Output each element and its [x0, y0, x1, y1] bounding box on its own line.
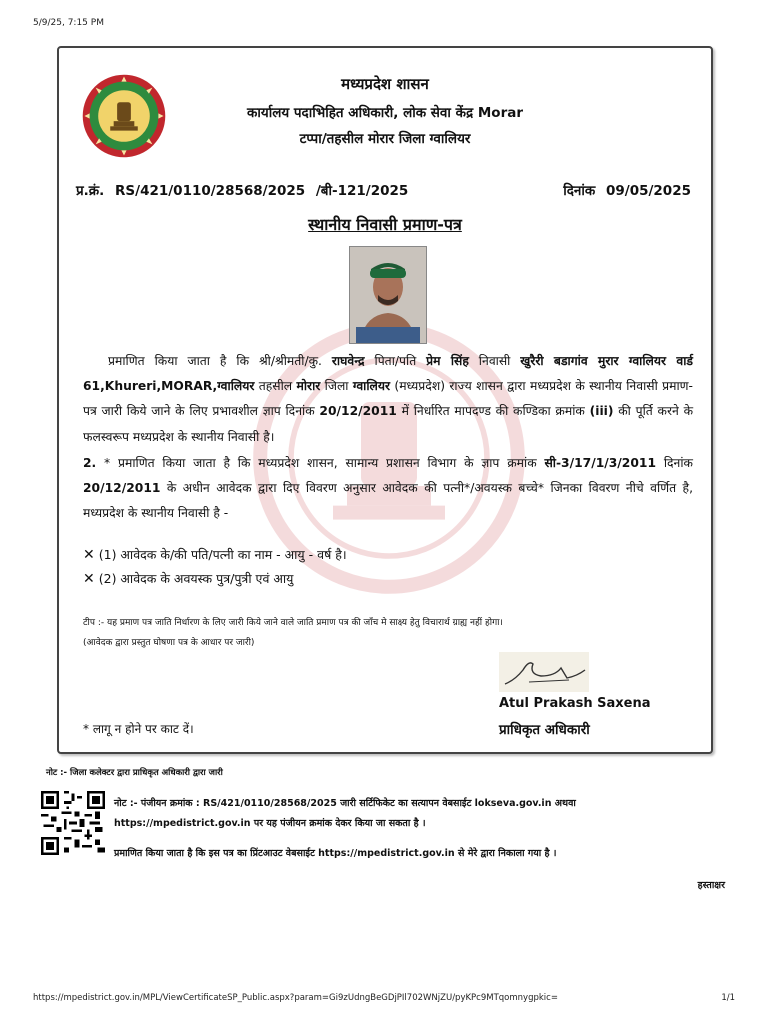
page-url: https://mpedistrict.gov.in/MPL/ViewCertificateSP_Public.aspx?param=Gi9zUdngBeGDjPIl702WNjZU/pyKPc9MTqomnygpkic= — [33, 993, 558, 1003]
p1-text: पिता/पति — [364, 354, 427, 368]
tehsil-district-line: टप्पा/तहसील मोरार जिला ग्वालियर — [299, 131, 471, 147]
memo-date: 20/12/2011 — [319, 404, 397, 419]
signer-role: प्राधिकृत अधिकारी — [499, 722, 590, 738]
strike-through-note: * लागू न होने पर काट दें। — [83, 722, 194, 736]
print-datetime: 5/9/25, 7:15 PM — [33, 18, 104, 28]
tip-note: टीप :- यह प्रमाण पत्र जाति निर्धारण के लिए जारी किये जाने वाले जाति प्रमाण पत्र की जाँच मे साक्ष्य हेतु विचारार्थ ग्राह्य नहीं होगा। — [83, 618, 503, 628]
applicant-photo — [349, 246, 427, 344]
p2-text: * प्रमाणित किया जाता है कि मध्यप्रदेश शासन, सामान्य प्रशासन विभाग के ज्ञाप क्रमांक — [96, 456, 545, 470]
p1-text: प्रमाणित किया जाता है कि श्री/श्रीमती/कु. — [108, 354, 332, 368]
father-name: प्रेम सिंह — [426, 354, 469, 368]
p1-text: तहसील — [254, 379, 297, 394]
page-number: 1/1 — [721, 993, 735, 1003]
p1-text: (मध्यप्रदेश) राज्य शासन द्वारा मध्यप्रदेश के स्थानीय निवासी प्रमाण-पत्र जारी किये जाने के लिए प्रभावशील ज्ञाप दिनांक — [83, 379, 693, 419]
signature-icon — [499, 652, 589, 692]
cross-icon: ✕ — [83, 571, 95, 587]
government-title: मध्यप्रदेश शासन — [341, 75, 429, 93]
reference-label: प्र.क्रं. — [76, 183, 105, 199]
signature-label: हस्ताक्षर — [697, 880, 725, 891]
reference-suffix: /बी-121/2025 — [315, 183, 409, 199]
memo-date: 20/12/2011 — [83, 481, 161, 496]
memo-number: सी-3/17/1/3/2011 — [544, 456, 657, 470]
qr-code-icon — [41, 791, 105, 855]
dependent-item-children — [83, 570, 293, 587]
registration-verification-line-2: https://mpedistrict.gov.in पर यह पंजीयन क्रमांक देकर किया जा सकता है । — [114, 818, 426, 829]
tip-note-basis: (आवेदक द्वारा प्रस्तुत घोषणा पत्र के आधार पर जारी) — [83, 638, 255, 648]
dependent-item-text: (2) आवेदक के अवयस्क पुत्र/पुत्री एवं आयु — [98, 571, 294, 586]
cross-icon: ✕ — [83, 547, 95, 563]
p1-text: की पूर्ति करने के फलस्वरूप मध्यप्रदेश के स्थानीय निवासी है। — [83, 404, 694, 444]
office-title: कार्यालय पदाभिहित अधिकारी, लोक सेवा केंद्र Morar — [247, 105, 523, 121]
dependent-item-spouse — [83, 546, 347, 563]
paragraph-number: 2. — [83, 456, 97, 470]
clause-number: (iii) — [589, 404, 614, 419]
certificate-title: स्थानीय निवासी प्रमाण-पत्र — [308, 215, 462, 234]
date-label: दिनांक — [563, 183, 596, 199]
issue-date-line — [557, 181, 691, 199]
certificate-frame — [57, 46, 713, 754]
p2-text: के अधीन आवेदक द्वारा दिए विवरण अनुसार आवेदक की पत्नी*/अवयस्क बच्चे* जिनका विवरण नीचे वर्णित है, मध्यप्रदेश के स्थानीय निवासी है - — [83, 481, 693, 521]
p1-text: निवासी — [468, 354, 521, 368]
signer-name: Atul Prakash Saxena — [499, 696, 651, 711]
tehsil-name: मोरार — [296, 379, 321, 394]
p1-text: में निर्धारित मापदण्ड की कण्डिका क्रमांक — [396, 404, 590, 419]
registration-verification-line: नोट :- पंजीयन क्रमांक : RS/421/0110/28568/2025 जारी सर्टिफिकेट का सत्यापन वेबसाईट lokseva.gov.in अथवा — [114, 798, 576, 809]
printout-certification-line: प्रमाणित किया जाता है कि इस पत्र का प्रिंटआउट वेबसाईट https://mpedistrict.gov.in से मेरे द्वारा निकाला गया है । — [114, 848, 557, 859]
collector-note: नोट :- जिला कलेक्टर द्वारा प्राधिकृत अधिकारी द्वारा जारी — [46, 768, 223, 778]
certification-paragraph-1 — [83, 349, 693, 450]
certification-paragraph-2 — [83, 451, 693, 527]
p2-text: दिनांक — [656, 456, 694, 470]
dependent-item-text: (1) आवेदक के/की पति/पत्नी का नाम - आयु - वर्ष है। — [98, 547, 347, 562]
issue-date: 09/05/2025 — [605, 183, 691, 199]
applicant-address: खुरैरी बडागांव मुरार ग्वालियर वार्ड 61,Khureri,MORAR,ग्वालियर — [83, 354, 693, 394]
reference-line — [76, 181, 414, 199]
reference-number: RS/421/0110/28568/2025 — [115, 183, 306, 199]
p1-text: जिला — [320, 379, 353, 394]
applicant-name: राघवेन्द्र — [331, 354, 365, 368]
district-name: ग्वालियर — [352, 379, 391, 394]
